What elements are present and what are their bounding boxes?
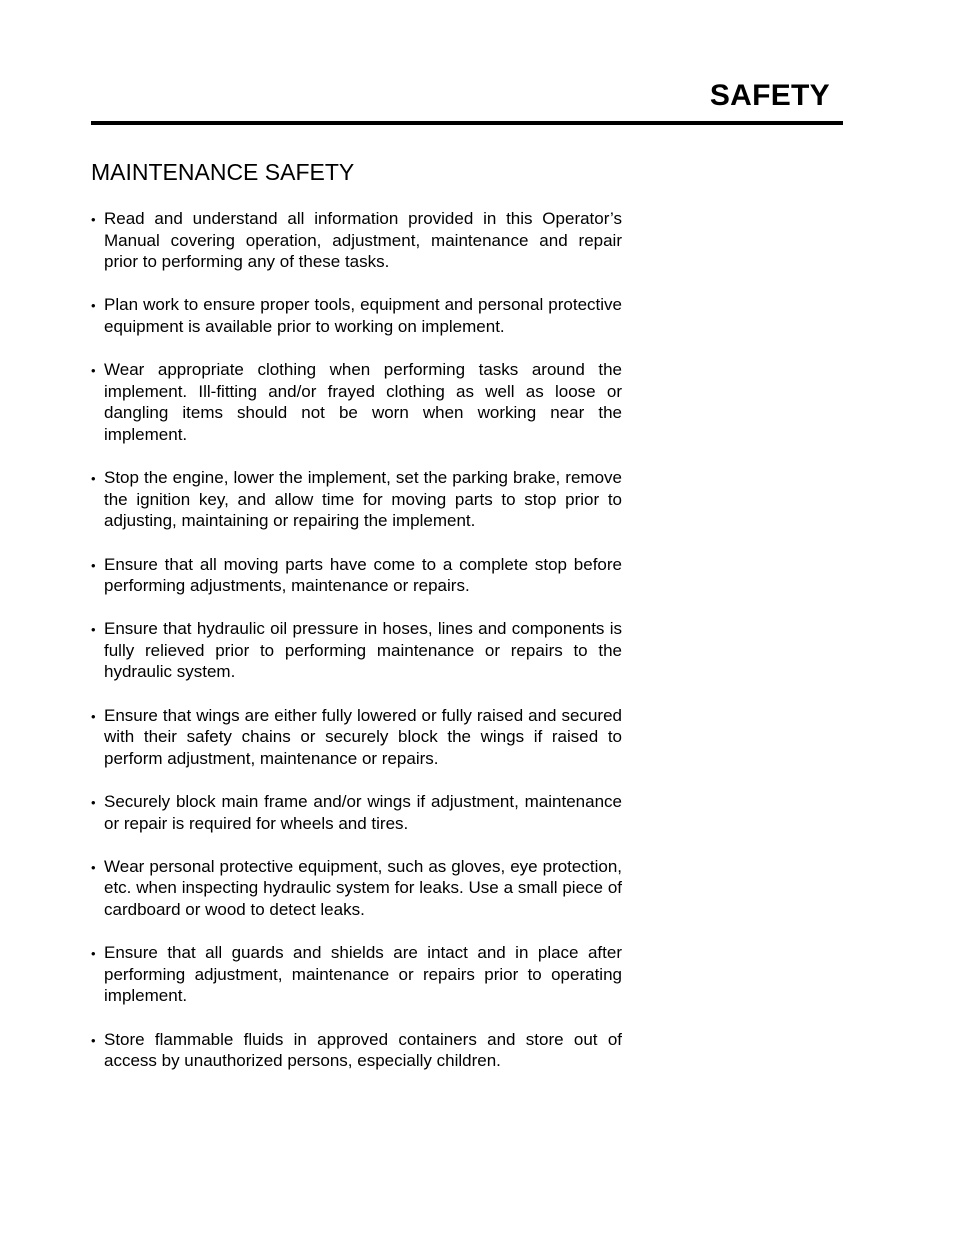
- list-item: [91, 467, 622, 532]
- list-item-text: Store flammable fluids in approved containers and store out of access by unauthorized persons, especially children.: [104, 1029, 622, 1071]
- list-item: [91, 359, 622, 445]
- bullet-icon: •: [91, 212, 96, 227]
- list-item: [91, 618, 622, 683]
- bullet-icon: •: [91, 795, 96, 811]
- list-item: [91, 1029, 622, 1072]
- list-item: [91, 554, 622, 597]
- list-item-text: Read and understand all information provided in this Operator’s Manual covering operation, adjustment, maintenance and repair prior to performing any of these tasks.: [104, 209, 622, 272]
- list-item: [91, 856, 622, 921]
- bullet-icon: •: [91, 557, 96, 573]
- list-item: [91, 208, 622, 273]
- list-item-text: Securely block main frame and/or wings if adjustment, maintenance or repair is required for wheels and tires.: [104, 792, 622, 833]
- bullet-icon: •: [91, 946, 96, 962]
- bullet-icon: •: [91, 622, 96, 638]
- bullet-icon: •: [91, 471, 96, 487]
- section-title: MAINTENANCE SAFETY: [91, 159, 355, 185]
- bullet-icon: •: [91, 859, 96, 875]
- page-header: [91, 76, 843, 126]
- list-item: [91, 942, 622, 1007]
- list-item-text: Ensure that all moving parts have come to a complete stop before performing adjustments, maintenance or repairs.: [104, 554, 622, 596]
- list-item: [91, 705, 622, 770]
- list-item-text: Plan work to ensure proper tools, equipment and personal protective equipment is available prior to working on implement.: [104, 295, 622, 336]
- list-item-text: Ensure that hydraulic oil pressure in hoses, lines and components is fully relieved prior to performing maintenance or repairs to the hydraulic system.: [104, 619, 622, 682]
- bullet-icon: •: [91, 363, 96, 379]
- page-title: SAFETY: [709, 79, 830, 112]
- bullet-icon: •: [91, 708, 96, 724]
- list-item-text: Stop the engine, lower the implement, set the parking brake, remove the ignition key, and allow time for moving parts to stop prior to adjusting, maintaining or repairing the implement.: [104, 468, 622, 531]
- list-item: [91, 294, 622, 337]
- list-item-text: Ensure that wings are either fully lowered or fully raised and secured with their safety chains or securely block the wings if raised to perform adjustment, maintenance or repairs.: [104, 705, 622, 768]
- bullet-icon: •: [91, 298, 96, 314]
- list-item-text: Wear personal protective equipment, such as gloves, eye protection, etc. when inspecting hydraulic system for leaks. Use a small piece of cardboard or wood to detect leaks.: [104, 856, 622, 919]
- list-item-text: Wear appropriate clothing when performing tasks around the implement. Ill-fitting and/or frayed clothing as well as loose or dangling items should not be worn when working near the implement.: [104, 360, 622, 444]
- header-rule: [91, 121, 843, 125]
- bullet-icon: •: [91, 1032, 96, 1048]
- list-item: [91, 791, 622, 834]
- list-item-text: Ensure that all guards and shields are intact and in place after performing adjustment, maintenance or repairs prior to operating implement.: [104, 943, 622, 1006]
- safety-bullet-list: [91, 208, 622, 1093]
